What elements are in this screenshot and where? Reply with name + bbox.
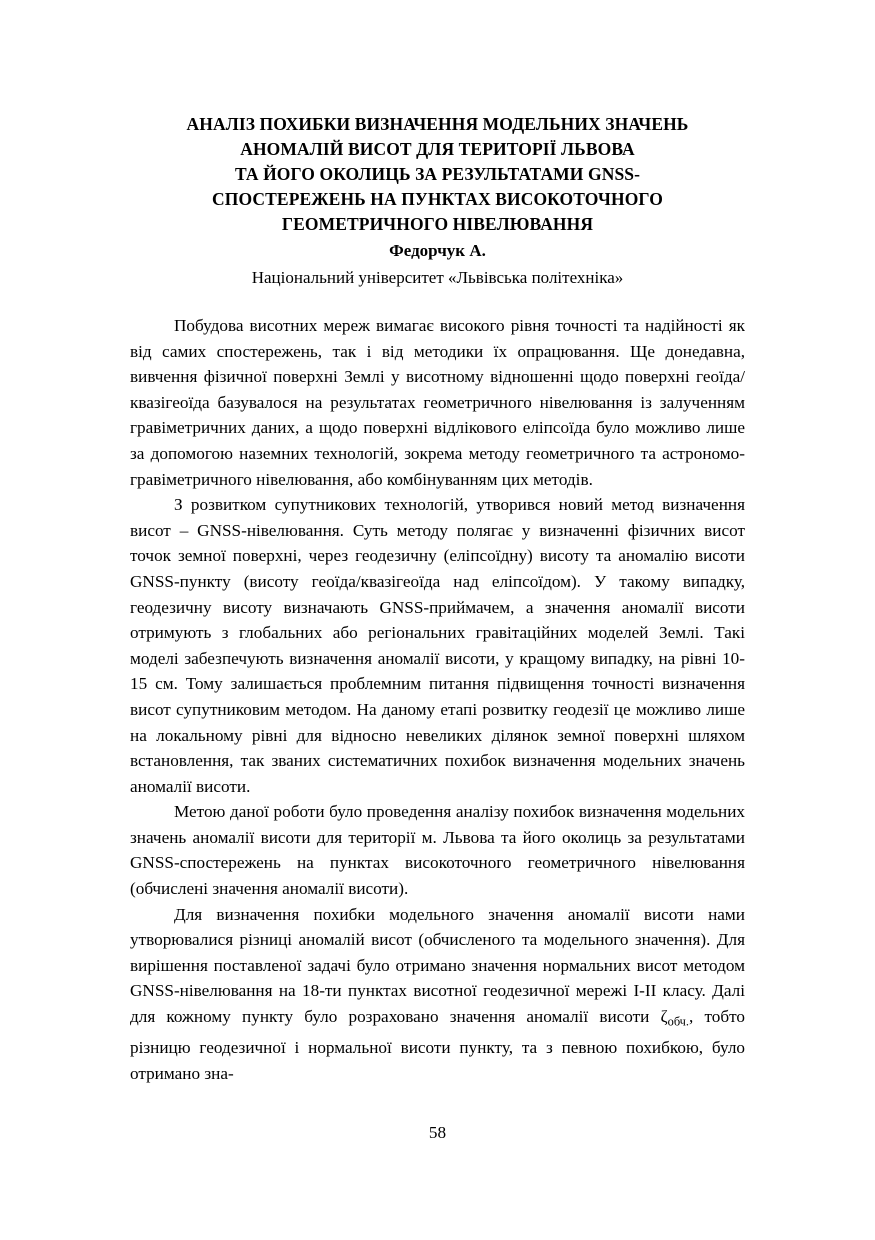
body-paragraph-3: Метою даної роботи було проведення аналізу похибок визначення модельних значень аномалії висоти для території м. Львова та його околиць за результатами GNSS-спостережень на пунктах високоточного геометричного нівелювання (обчислені значення аномалії висоти). — [130, 802, 745, 899]
article-title-line-5: ГЕОМЕТРИЧНОГО НІВЕЛЮВАННЯ — [281, 214, 594, 234]
page-content — [130, 112, 745, 1086]
body-paragraph-4: Для визначення похибки модельного значення аномалії висоти нами утворювалися різниці аномалій висот (обчисленого та модельного значення). Для вирішення поставленої задачі було отримано значення нормальних висот методом GNSS-нівелювання на 18-ти пунктах висотної геодезичної мережі I-II класу. Далі для кожному пункту було розраховано значення аномалії висоти $\zeta_{обч.}$, тобто різницю геодезичної і нормальної висоти пункту, та з певною похибкою, було отримано зна- — [130, 904, 745, 1083]
author-name: Федорчук А. — [389, 241, 486, 260]
body-paragraph-2: З розвитком супутникових технологій, утворився новий метод визначення висот – GNSS-нівелювання. Суть методу полягає у визначенні фізичних висот точок земної поверхні, через геодезичну (еліпсоїдну) висоту та аномалію висоти GNSS-пункту (висоту геоїда/квазігеоїда над еліпсоїдом). У такому випадку, геодезичну висоту визначають GNSS-приймачем, а значення аномалії висоти отримують з глобальних або регіональних гравітаційних моделей Землі. Такі моделі забезпечують визначення аномалії висоти, у кращому випадку, на рівні 10-15 см. Тому залишається проблемним питання підвищення точності визначення висот супутниковим методом. На даному етапі розвитку геодезії це можливо лише на локальному рівні для відносно невеликих ділянок земної поверхні шляхом встановлення, так званих систематичних похибок визначення модельних значень аномалії висоти. — [130, 495, 745, 796]
page-number: 58 — [428, 1123, 447, 1142]
article-title-line-4: СПОСТЕРЕЖЕНЬ НА ПУНКТАХ ВИСОКОТОЧНОГО — [212, 189, 663, 209]
article-body — [130, 313, 745, 1086]
author-affiliation: Національний університет «Львівська політехніка» — [251, 268, 624, 287]
article-title — [130, 112, 745, 237]
article-title-line-2: АНОМАЛІЙ ВИСОТ ДЛЯ ТЕРИТОРІЇ ЛЬВОВА — [240, 139, 635, 159]
body-paragraph-1: Побудова висотних мереж вимагає високого рівня точності та надійності як від самих спостережень, так і від методики їх опрацювання. Ще донедавна, вивчення фізичної поверхні Землі у висотному відношенні щодо поверхні геоїда/квазігеоїда базувалося на результатах геометричного нівелювання із залученням гравіметричних даних, а щодо поверхні відлікового еліпсоїда було можливо лише за допомогою наземних технологій, зокрема методу геометричного та астрономо-гравіметричного нівелювання, або комбінуванням цих методів. — [130, 316, 745, 489]
article-title-line-3: ТА ЙОГО ОКОЛИЦЬ ЗА РЕЗУЛЬТАТАМИ GNSS- — [234, 164, 641, 184]
article-title-line-1: АНАЛІЗ ПОХИБКИ ВИЗНАЧЕННЯ МОДЕЛЬНИХ ЗНАЧЕНЬ — [186, 114, 689, 134]
